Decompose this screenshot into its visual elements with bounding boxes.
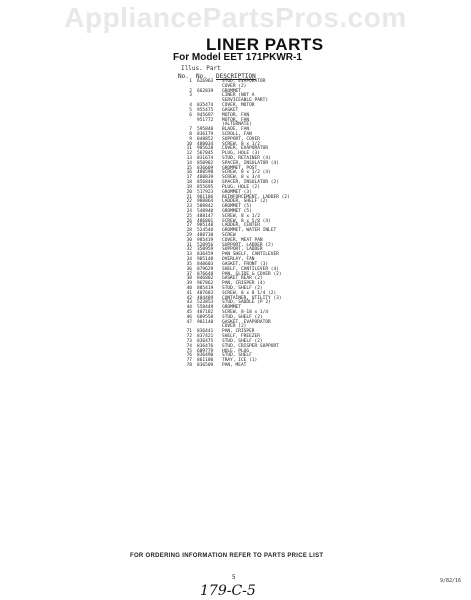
row-description: PLUG, HOLE (2) [222,184,260,190]
row-description: MOTOR, FAN [222,112,250,118]
row-description: SCREW, 8 x 1/2 (4) [222,170,271,176]
row-description: PAN, CRISPER (4) [222,281,266,287]
row-part-number: 985148 [197,257,214,263]
row-description: STUD, CRISPER SUPPORT [222,343,279,349]
row-description: COVER (2) [222,324,247,330]
row-key-number: 1 [189,79,192,84]
row-key-number: 34 [186,257,192,263]
row-description: SCREW, 8 x 5/8 (4) [222,218,271,224]
row-description: GROMMET (3) [222,189,252,195]
row-key-number: 17 [186,175,192,181]
row-description: REINFORCEMENT, LADDER (2) [222,194,290,200]
row-key-number: 13 [186,156,192,161]
page-number: 5 [232,574,236,581]
row-key-number: 33 [186,252,192,258]
row-key-number: 6 [189,112,192,118]
row-part-number: 945697 [197,112,214,118]
row-part-number: 981140 [197,319,214,325]
row-description: STUD, SHELF (2) [222,338,263,344]
row-part-number: 985148 [197,223,214,229]
row-part-number: 985419 [197,237,214,243]
row-description: SCREW, 8 x 1/2 [222,213,260,219]
row-key-number: 8 [189,131,192,137]
row-key-number: 3 [189,93,192,99]
row-description: STUD, EVAPORATOR [222,79,266,84]
row-description: GASKET, FRONT (3) [222,261,269,267]
row-part-number: 558449 [197,305,214,311]
row-description: SPACER, INSULATOR (4) [222,160,279,166]
row-key-number: 16 [186,170,192,176]
row-part-number: 662839 [197,88,214,94]
row-key-number: 20 [186,189,192,195]
row-description: SCREW, 8 x 3/4 [222,175,260,181]
row-part-number: 567845 [197,151,214,157]
row-description: BLADE, FAN [222,127,250,133]
row-description: CONTAINER, UTILITY (3) [222,295,282,301]
row-description: (ALTERNATE) [222,122,252,128]
row-key-number: 19 [186,184,192,190]
row-description: SERVICEABLE PART) [222,98,269,104]
row-description: STUD, SHELF (2) [222,314,263,320]
ordering-note: FOR ORDERING INFORMATION REFER TO PARTS PRICE LIST [130,553,324,559]
row-part-number: 486801 [197,218,214,224]
row-part-number: 985628 [197,146,214,152]
row-key-number: 38 [186,276,192,282]
model-subtitle: For Model EET 171PKWR-1 [173,52,302,63]
row-key-number: 36 [186,266,192,272]
header-description: DESCRIPTION [216,73,256,80]
row-key-number: 10 [186,141,192,147]
row-part-number: 879629 [197,266,214,272]
parts-row [170,364,410,369]
row-part-number: 484489 [197,295,214,301]
row-key-number: 5 [189,107,192,113]
row-key-number: 72 [186,334,192,340]
row-description: COVER, EVAPORATOR [222,146,269,152]
row-description: SHELF, CANTILEVER (4) [222,266,279,272]
row-part-number: 981186 [197,194,214,200]
row-description: GROMMET, POST [222,165,258,171]
row-part-number: 840603 [197,261,214,267]
row-description: GASKET [222,107,239,113]
row-part-number: 836476 [197,343,214,349]
row-description: PAN, CRISPER [222,329,255,335]
row-part-number: 626963 [197,79,214,84]
row-description: SHELF, FREEZER [222,334,260,340]
row-part-number: 488147 [197,213,214,219]
row-part-number: 856840 [197,180,214,186]
row-description: SUPPORT, LADDER (2) [222,242,274,248]
row-part-number: 967862 [197,281,214,287]
row-description: LINER (NOT A [222,93,255,99]
row-description: GROMMET (5) [222,204,252,210]
row-key-number: 45 [186,310,192,315]
row-key-number: 73 [186,338,192,344]
column-header-upper: Illus. Part [181,65,221,72]
row-part-number: 523853 [197,300,214,306]
row-part-number: 988864 [197,199,214,205]
row-key-number: 75 [186,348,192,354]
row-part-number: 835474 [197,103,214,109]
row-key-number: 46 [186,314,192,320]
row-part-number: 488730 [197,233,214,238]
row-key-number: 77 [186,358,192,364]
row-description: SUPPORT, LADDER [222,247,263,253]
parts-list [170,80,410,369]
row-description: PAN, MEAT [222,362,247,368]
row-key-number: 14 [186,160,192,166]
row-part-number: 488839 [197,175,214,181]
row-key-number: 28 [186,228,192,234]
row-part-number: 861180 [197,358,214,364]
row-key-number: 27 [186,223,192,229]
watermark-text: AppliancePartsPros.com [64,2,407,33]
row-part-number: 831674 [197,156,214,161]
row-key-number: 37 [186,271,192,277]
row-part-number: 837421 [197,334,214,340]
row-key-number: 25 [186,213,192,219]
row-part-number: 517923 [197,189,214,195]
row-part-number: 350959 [197,247,214,253]
row-part-number: 488034 [197,141,214,147]
row-description: COVER (2) [222,83,247,89]
row-key-number: 12 [186,151,192,157]
row-description: STUD, SADDLE (P 2) [222,300,271,306]
row-key-number: 21 [186,194,192,200]
header-key-no: No. [178,73,189,80]
row-part-number: 548940 [197,208,214,214]
row-description: SCREW [222,233,236,238]
row-key-number: 2 [189,88,192,94]
row-description: PAN SHELF, CANTILEVER [222,252,279,258]
row-description: PAN, SLIDE & COVER (2) [222,271,282,277]
row-description: GROMMET, WATER INLET [222,228,277,234]
row-description: HOLE, PLUG [222,348,250,354]
row-key-number: 31 [186,242,192,248]
row-key-number: 30 [186,237,192,243]
row-description: GROMMET (5) [222,208,252,214]
row-part-number: 488598 [197,170,214,176]
row-part-number: 595840 [197,127,214,133]
row-key-number: 24 [186,208,192,214]
row-description: GROMMET [222,88,241,94]
row-description: GROMMET [222,305,241,311]
row-description: STUD, RETAINER (4) [222,156,271,161]
row-description: SPACER, INSULATOR (2) [222,180,279,186]
row-description: SUPPORT, COVER [222,136,260,142]
row-part-number: 836509 [197,362,214,368]
row-part-number: 609779 [197,348,214,354]
row-part-number: 836441 [197,329,214,335]
row-part-number: 836609 [197,165,214,171]
page-title: LINER PARTS [206,35,324,54]
row-part-number: 520956 [197,242,214,248]
row-part-number: 487683 [197,290,214,296]
row-description: SCROLL, FAN [222,131,252,137]
row-description: COVER, MEAT PAN [222,237,263,243]
row-key-number: 22 [186,199,192,205]
row-key-number: 9 [189,136,192,142]
row-key-number: 44 [186,305,192,311]
header-part-no: No. [196,73,207,80]
row-description: SCREW, 8 x 1/2 [222,141,260,147]
row-key-number: 32 [186,247,192,253]
row-description: STUD, SHELF (2) [222,285,263,291]
row-key-number: 41 [186,290,192,296]
row-key-number: 18 [186,180,192,186]
row-key-number: 47 [186,319,192,325]
row-part-number: 885419 [197,285,214,291]
row-part-number: 524548 [197,228,214,234]
row-part-number: 836179 [197,131,214,137]
row-description: GASKET REAR (2) [222,276,263,282]
row-key-number: 15 [186,165,192,171]
row-key-number: 78 [186,362,192,368]
row-part-number: 850982 [197,160,214,166]
row-part-number: 855695 [197,184,214,190]
row-key-number: 26 [186,218,192,224]
row-key-number: 40 [186,285,192,291]
row-key-number: 11 [186,146,192,152]
row-key-number: 42 [186,295,192,301]
row-part-number: 509842 [197,204,214,210]
row-description: OVERLAY, FAN [222,257,255,263]
row-description: STUD, SHELF [222,353,252,359]
row-part-number: 487182 [197,310,214,315]
row-description: MOTOR, FAN [222,117,250,123]
row-description: TRAY, ICE (1) [222,358,258,364]
form-code: 9/82/16 [440,578,462,584]
row-description: LADDER, SHELF (2) [222,199,269,205]
row-part-number: 609558 [197,314,214,320]
row-key-number: 39 [186,281,192,287]
row-description: SCREW, 8-18 x 1/4 [222,310,269,315]
row-description: LADDER, CENTER [222,223,260,229]
handwritten-page-code: 179-C-5 [200,583,256,599]
row-key-number: 7 [189,127,192,133]
row-description: PLUG, HOLE (3) [222,151,260,157]
row-description: COVER, MOTOR [222,103,255,109]
row-part-number: 846802 [197,276,214,282]
row-description: SCREW, 8 x 8 1/4 (2) [222,290,277,296]
row-key-number: 71 [186,329,192,335]
row-key-number: 29 [186,233,192,238]
row-key-number: 74 [186,343,192,349]
row-key-number: 4 [189,103,192,109]
row-key-number: 35 [186,261,192,267]
row-key-number: 76 [186,353,192,359]
row-part-number: 848852 [197,136,214,142]
row-part-number: 836475 [197,338,214,344]
row-part-number: 876648 [197,271,214,277]
row-key-number: 43 [186,300,192,306]
row-part-number: 836459 [197,252,214,258]
row-part-number: 951772 [197,117,214,123]
row-part-number: 955475 [197,107,214,113]
row-part-number: 836490 [197,353,214,359]
row-description: GASKET, EVAPORATOR [222,319,271,325]
row-key-number: 23 [186,204,192,210]
